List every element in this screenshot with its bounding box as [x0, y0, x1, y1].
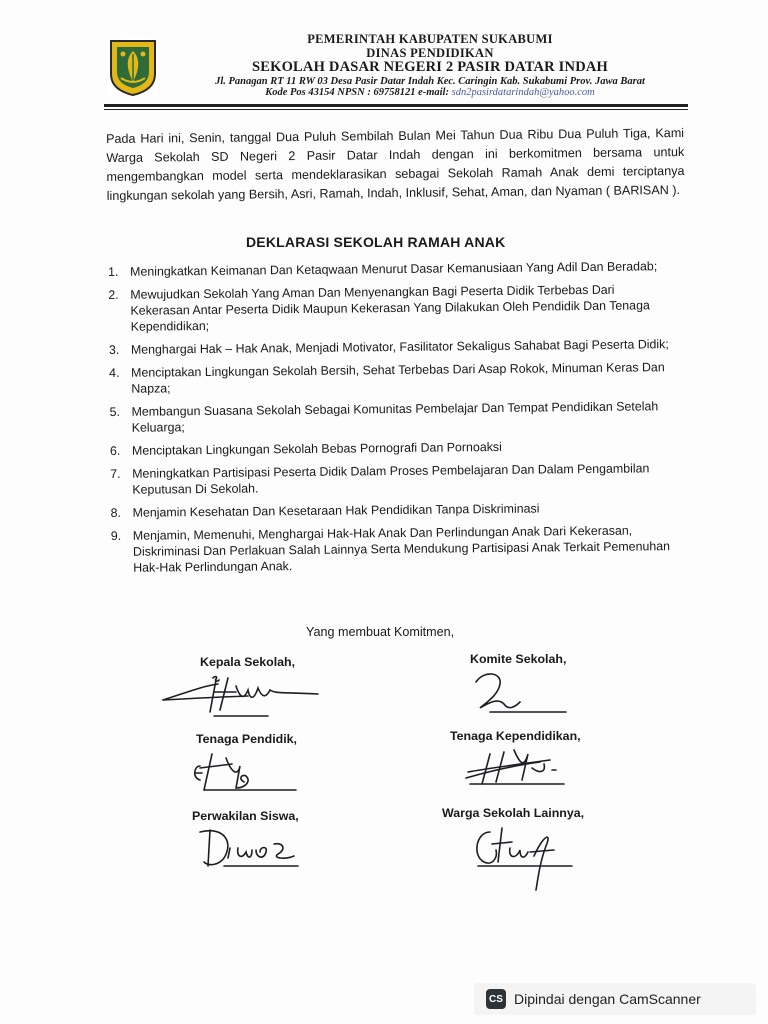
principal-signature	[158, 672, 328, 720]
list-item	[110, 460, 670, 498]
item-number: 9.	[110, 528, 122, 543]
postal-info	[160, 87, 700, 98]
list-item	[111, 499, 671, 521]
list-item	[109, 359, 669, 397]
list-item	[109, 398, 669, 436]
list-item	[110, 437, 670, 459]
school-name: SEKOLAH DASAR NEGERI 2 PASIR DATAR INDAH	[251, 59, 609, 75]
committee-label: Komite Sekolah,	[470, 652, 567, 666]
government-name: PEMERINTAH KABUPATEN SUKABUMI	[307, 32, 553, 46]
students-label: Perwakilan Siswa,	[192, 809, 299, 823]
camscanner-icon: CS	[486, 989, 506, 1009]
committee-signature	[470, 668, 570, 720]
item-number: 2.	[108, 287, 119, 302]
letterhead-rule-thick	[104, 104, 688, 107]
list-item	[108, 281, 668, 335]
intro-paragraph: Pada Hari ini, Senin, tanggal Dua Puluh Sembilah Bulan Mei Tahun Dua Ribu Dua Puluh Tiga, Kami Warga Sekolah SD Negeri 2 Pasir Datar Indah dengan ini berkomitmen bersama untuk mengembangkan model serta mendeklarasikan sebagai Sekolah Ramah Anak demi terciptanya lingkungan sekolah yang Bersih, Asri, Ramah, Indah, Inklusif, Sehat, Aman, dan Nyaman ( BARISAN ).	[106, 125, 685, 203]
postal-code-npsn: Kode Pos 43154 NPSN : 69758121 e-mail:	[265, 87, 452, 98]
declaration-title: DEKLARASI SEKOLAH RAMAH ANAK	[246, 234, 506, 250]
letterhead-rule-thin	[104, 109, 688, 110]
teachers-signature	[186, 748, 306, 796]
item-text: Menghargai Hak – Hak Anak, Menjadi Motivator, Fasilitator Sekaligus Sahabat Bagi Peserta Didik;	[130, 337, 669, 357]
item-number: 1.	[108, 264, 119, 279]
item-number: 5.	[109, 404, 120, 419]
school-address: Jl. Panagan RT 11 RW 03 Desa Pasir Datar Indah Kec. Caringin Kab. Sukabumi Prov. Jawa Barat	[215, 76, 645, 87]
item-number: 8.	[110, 505, 122, 520]
list-item	[108, 258, 668, 280]
item-text: Menjamin, Memenuhi, Menghargai Hak-Hak Anak Dan Perlindungan Anak Dari Kekerasan, Diskriminasi Dan Perlakuan Salah Lainnya Serta Mendukung Partisipasi Anak Terkait Pemenuhan Hak-Hak Perlindungan Anak.	[132, 523, 671, 575]
principal-label: Kepala Sekolah,	[200, 655, 296, 669]
item-number: 3.	[108, 342, 120, 357]
item-text: Menciptakan Lingkungan Sekolah Bersih, Sehat Terbebas Dari Asap Rokok, Minuman Keras Dan Napza;	[131, 360, 665, 396]
item-text: Membangun Suasana Sekolah Sebagai Komunitas Pembelajar Dan Tempat Pendidikan Setelah Keluarga;	[131, 399, 659, 435]
staff-signature	[460, 744, 580, 792]
scanner-watermark	[474, 983, 756, 1015]
students-signature	[194, 822, 304, 872]
item-number: 6.	[109, 443, 121, 458]
staff-label: Tenaga Kependidikan,	[450, 729, 581, 743]
item-number: 4.	[109, 365, 120, 380]
item-number: 7.	[110, 466, 121, 481]
regency-crest-icon	[108, 38, 158, 96]
department-name: DINAS PENDIDIKAN	[366, 46, 494, 60]
email-link[interactable]: sdn2pasirdatarindah@yahoo.com	[451, 87, 595, 98]
item-text: Mewujudkan Sekolah Yang Aman Dan Menyenangkan Bagi Peserta Didik Terbebas Dari Kekerasan Antar Peserta Didik Maupun Kekerasan Yang Dilakukan Oleh Pendidik Dan Tenaga Kependidikan;	[130, 282, 650, 334]
community-label: Warga Sekolah Lainnya,	[442, 806, 585, 820]
list-item	[109, 336, 669, 358]
list-item	[111, 522, 671, 576]
declaration-list	[108, 258, 671, 583]
item-text: Menciptakan Lingkungan Sekolah Bebas Pornografi Dan Pornoaksi	[131, 439, 502, 458]
community-signature	[468, 822, 578, 894]
item-text: Menjamin Kesehatan Dan Kesetaraan Hak Pendidikan Tanpa Diskriminasi	[132, 501, 540, 520]
teachers-label: Tenaga Pendidik,	[196, 732, 297, 746]
item-text: Meningkatkan Partisipasi Peserta Didik Dalam Proses Pembelajaran Dan Dalam Pengambilan Keputusan Di Sekolah.	[132, 461, 650, 497]
closing-line: Yang membuat Komitmen,	[306, 625, 455, 639]
item-text: Meningkatkan Keimanan Dan Ketaqwaan Menurut Dasar Kemanusiaan Yang Adil Dan Beradab;	[130, 259, 658, 279]
scanner-label: Dipindai dengan CamScanner	[514, 991, 701, 1007]
letterhead	[160, 30, 700, 98]
